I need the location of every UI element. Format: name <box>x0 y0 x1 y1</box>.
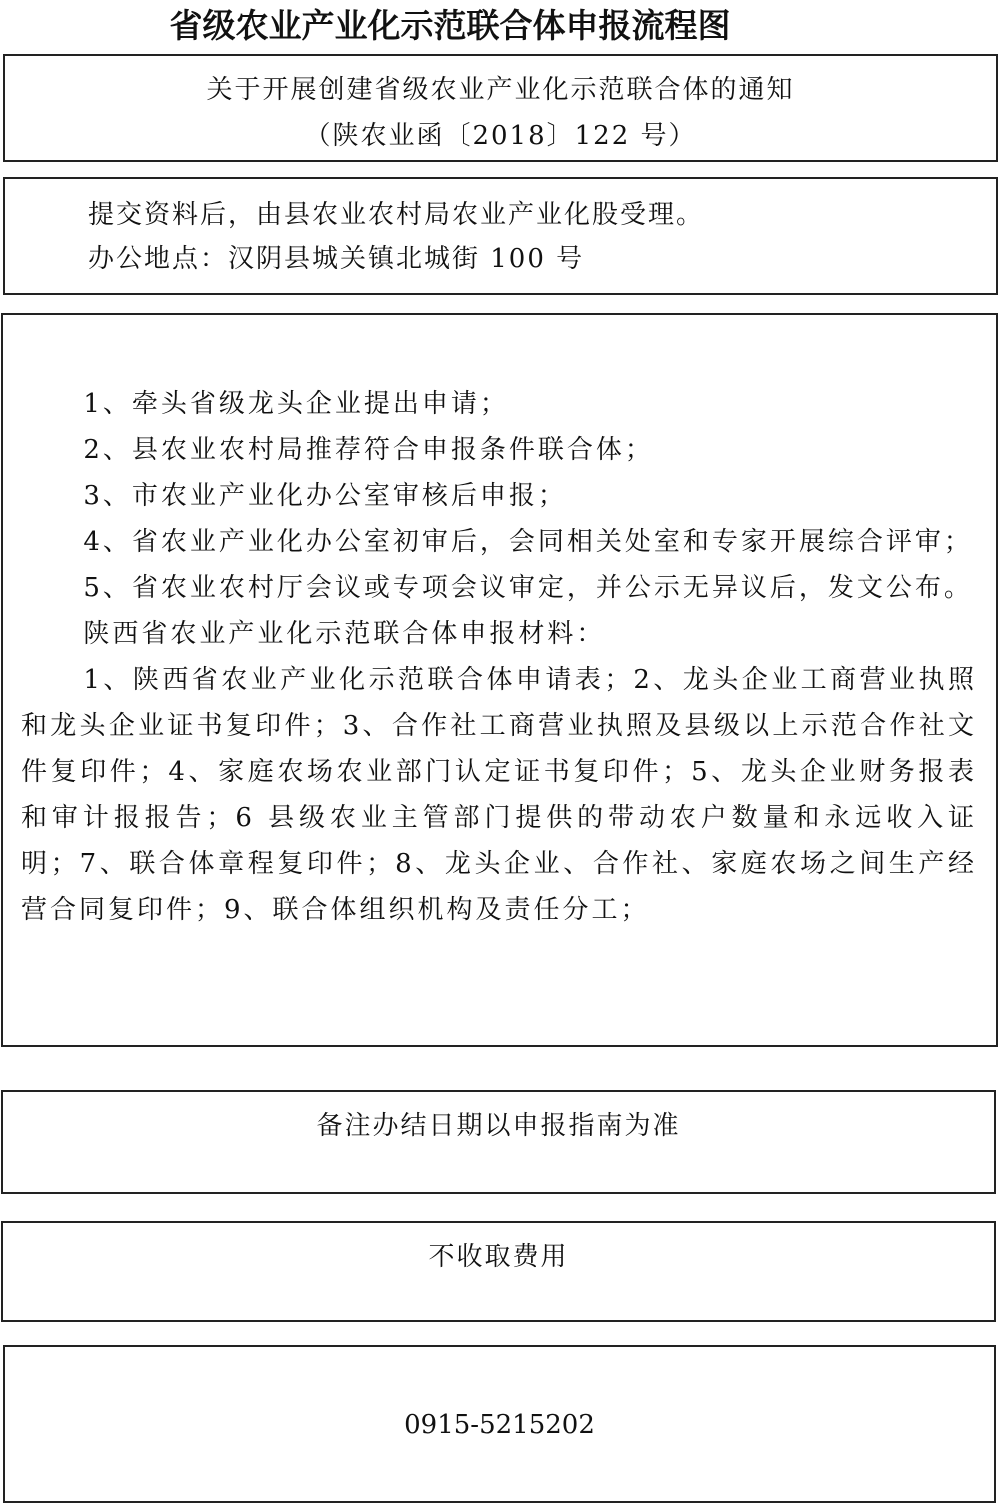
materials-list: 1、陕西省农业产业化示范联合体申请表；2、龙头企业工商营业执照和龙头企业证书复印件；3、合作社工商营业执照及县级以上示范合作社文件复印件；4、家庭农场农业部门认定证书复印件；5、龙头企业财务报表和审计报报告；6 县级农业主管部门提供的带动农户数量和永远收入证明；7、联合体章程复印件；8、龙头企业、合作社、家庭农场之间生产经营合同复印件；9、联合体组织机构及责任分工； <box>21 665 977 925</box>
page-title: 省级农业产业化示范联合体申报流程图 <box>169 6 731 45</box>
process-box <box>1 313 998 1047</box>
process-step: 5、省农业农村厅会议或专项会议审定，并公示无异议后，发文公布。 <box>83 573 973 603</box>
materials-heading: 陕西省农业产业化示范联合体申报材料： <box>83 619 606 649</box>
process-content <box>21 381 977 933</box>
process-step: 2、县农业农村局推荐符合申报条件联合体； <box>83 435 654 465</box>
notice-title: 关于开展创建省级农业产业化示范联合体的通知 <box>206 75 795 105</box>
fee-text: 不收取费用 <box>428 1242 569 1272</box>
fee-box <box>1 1221 996 1322</box>
process-step: 3、市农业产业化办公室审核后申报； <box>83 481 567 511</box>
acceptance-text: 提交资料后，由县农业农村局农业产业化股受理。 <box>88 200 705 230</box>
process-step: 1、牵头省级龙头企业提出申请； <box>83 389 509 419</box>
phone-box <box>3 1345 996 1503</box>
phone-number: 0915-5215202 <box>404 1410 595 1440</box>
acceptance-box <box>3 177 998 295</box>
remark-text: 备注办结日期以申报指南为准 <box>316 1111 681 1141</box>
process-step: 4、省农业产业化办公室初审后，会同相关处室和专家开展综合评审； <box>83 527 973 557</box>
office-address: 办公地点：汉阴县城关镇北城街 100 号 <box>88 244 585 274</box>
remark-box <box>1 1090 996 1194</box>
notice-document-number: （陕农业函〔2018〕122 号） <box>304 121 697 151</box>
notice-box <box>3 54 998 162</box>
